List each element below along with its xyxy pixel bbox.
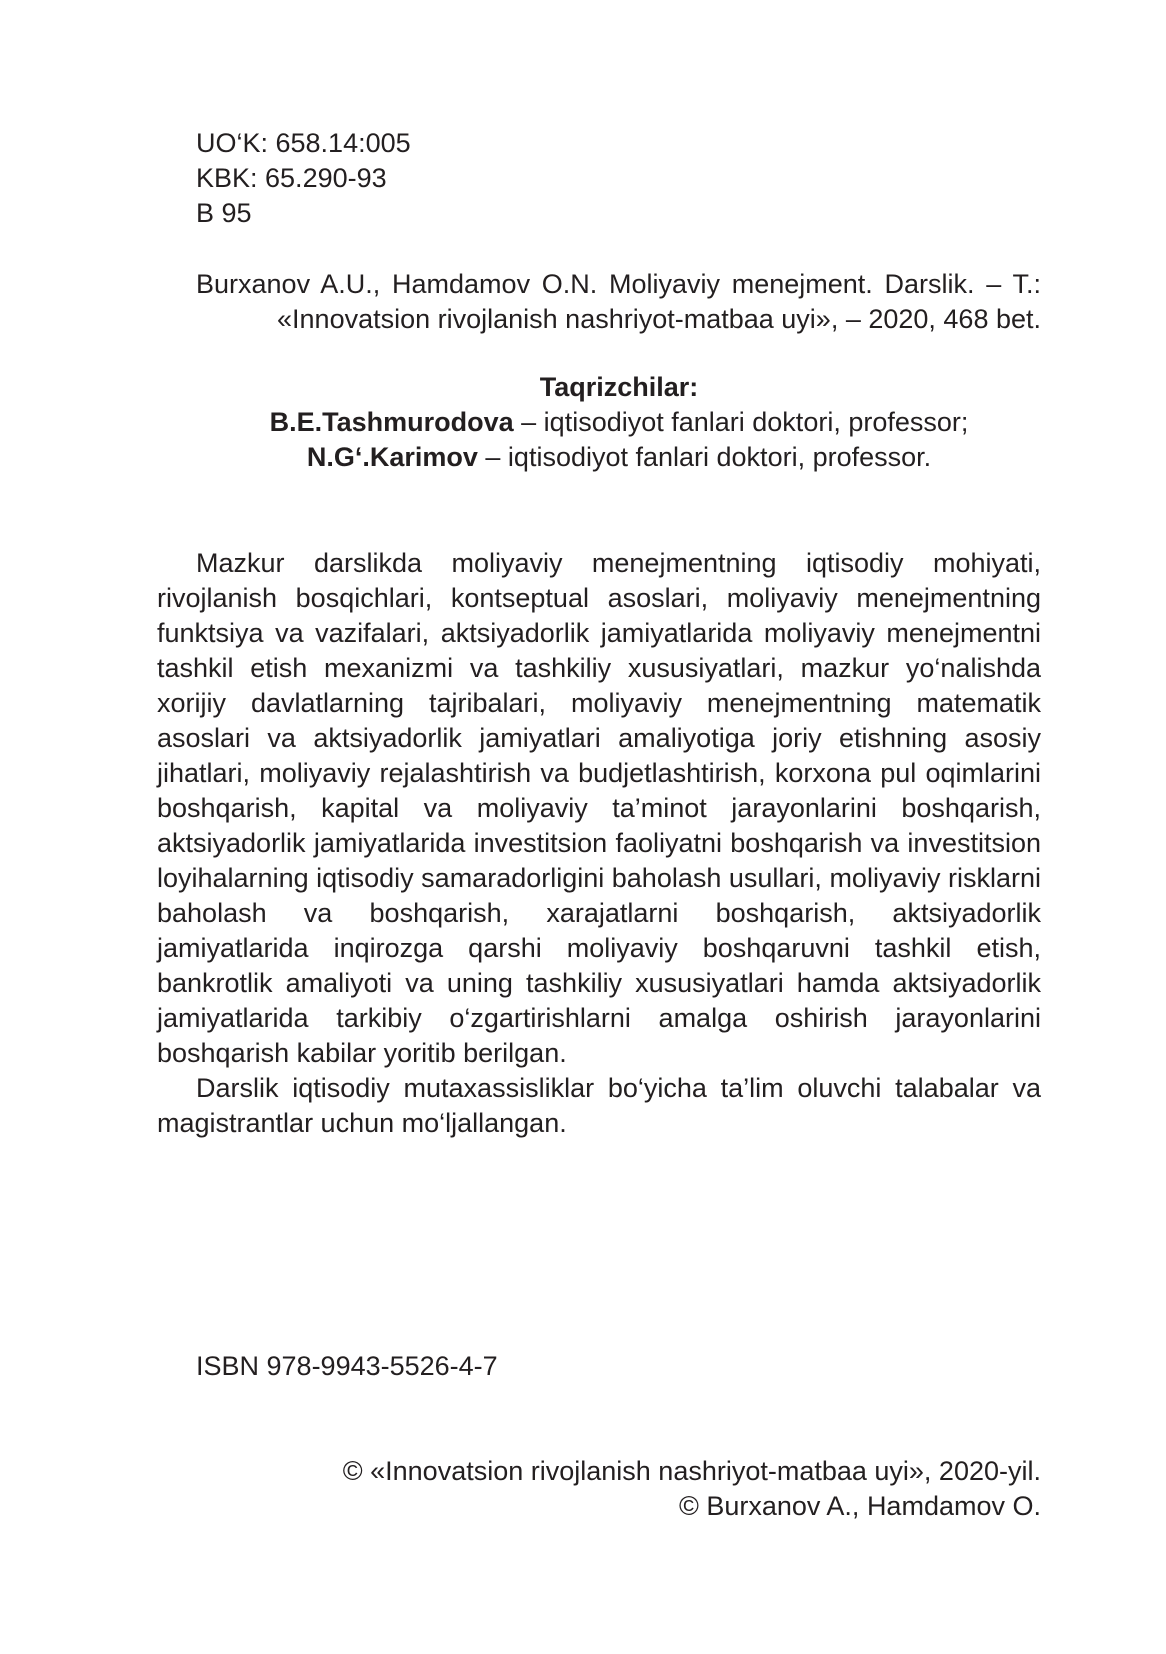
classification-codes (157, 126, 1041, 231)
reviewers-section (157, 370, 1041, 475)
kbk-code: KBK: 65.290-93 (196, 163, 387, 193)
author-mark: B 95 (196, 198, 252, 228)
reviewer-description: – iqtisodiyot fanlari doktori, professor; (513, 407, 969, 437)
reviewer-description: – iqtisodiyot fanlari doktori, professor. (477, 442, 932, 472)
uok-code: UO‘K: 658.14:005 (196, 128, 411, 158)
reviewer-line (197, 440, 1041, 475)
publisher-copyright: © «Innovatsion rivojlanish nashriyot-matbaa uyi», 2020-yil. (342, 1456, 1041, 1486)
abstract (157, 546, 1041, 1141)
reviewer-line (197, 405, 1041, 440)
authors-copyright: © Burxanov A., Hamdamov O. (678, 1491, 1041, 1521)
abstract-paragraph: Darslik iqtisodiy mutaxassisliklar bo‘yicha ta’lim oluvchi talabalar va magistrantlar uchun mo‘ljallangan. (157, 1073, 1041, 1138)
copyright-section (157, 1454, 1041, 1524)
isbn: ISBN 978-9943-5526-4-7 (196, 1351, 498, 1381)
bibliographic-entry: Burxanov A.U., Hamdamov O.N. Moliyaviy menejment. Darslik. – T.: «Innovatsion rivojlanish nashriyot-matbaa uyi», – 2020, 468 bet. (196, 269, 1041, 334)
reviewer-name: N.G‘.Karimov (306, 442, 478, 472)
abstract-paragraph: Mazkur darslikda moliyaviy menejmentning iqtisodiy mohiyati, rivojlanish bosqichlari, kontseptual asoslari, moliyaviy menejmentning funktsiya va vazifalari, aktsiyadorlik jamiyatlarida moliyaviy menejmentni tashkil etish mexanizmi va tashkiliy xususiyatlari, mazkur yo‘nalishda xorijiy davlatlarning tajribalari, moliyaviy menejmentning matematik asoslari va aktsiyadorlik jamiyatlari amaliyotiga joriy etishning asosiy jihatlari, moliyaviy rejalashtirish va budjetlashtirish, korxona pul oqimlarini boshqarish, kapital va moliyaviy ta’minot jarayonlarini boshqarish, aktsiyadorlik jamiyatlarida investitsion faoliyatni boshqarish va investitsion loyihalarning iqtisodiy samaradorligini baholash usullari, moliyaviy risklarni baholash va boshqarish, xarajatlarni boshqarish, aktsiyadorlik jamiyatlarida inqirozga qarshi moliyaviy boshqaruvni tashkil etish, bankrotlik amaliyoti va uning tashkiliy xususiyatlari hamda aktsiyadorlik jamiyatlarida tarkibiy o‘zgartirishlarni amalga oshirish jarayonlarini boshqarish kabilar yoritib berilgan. (157, 548, 1041, 1068)
reviewers-heading: Taqrizchilar: (539, 372, 699, 402)
reviewer-name: B.E.Tashmurodova (269, 407, 514, 437)
